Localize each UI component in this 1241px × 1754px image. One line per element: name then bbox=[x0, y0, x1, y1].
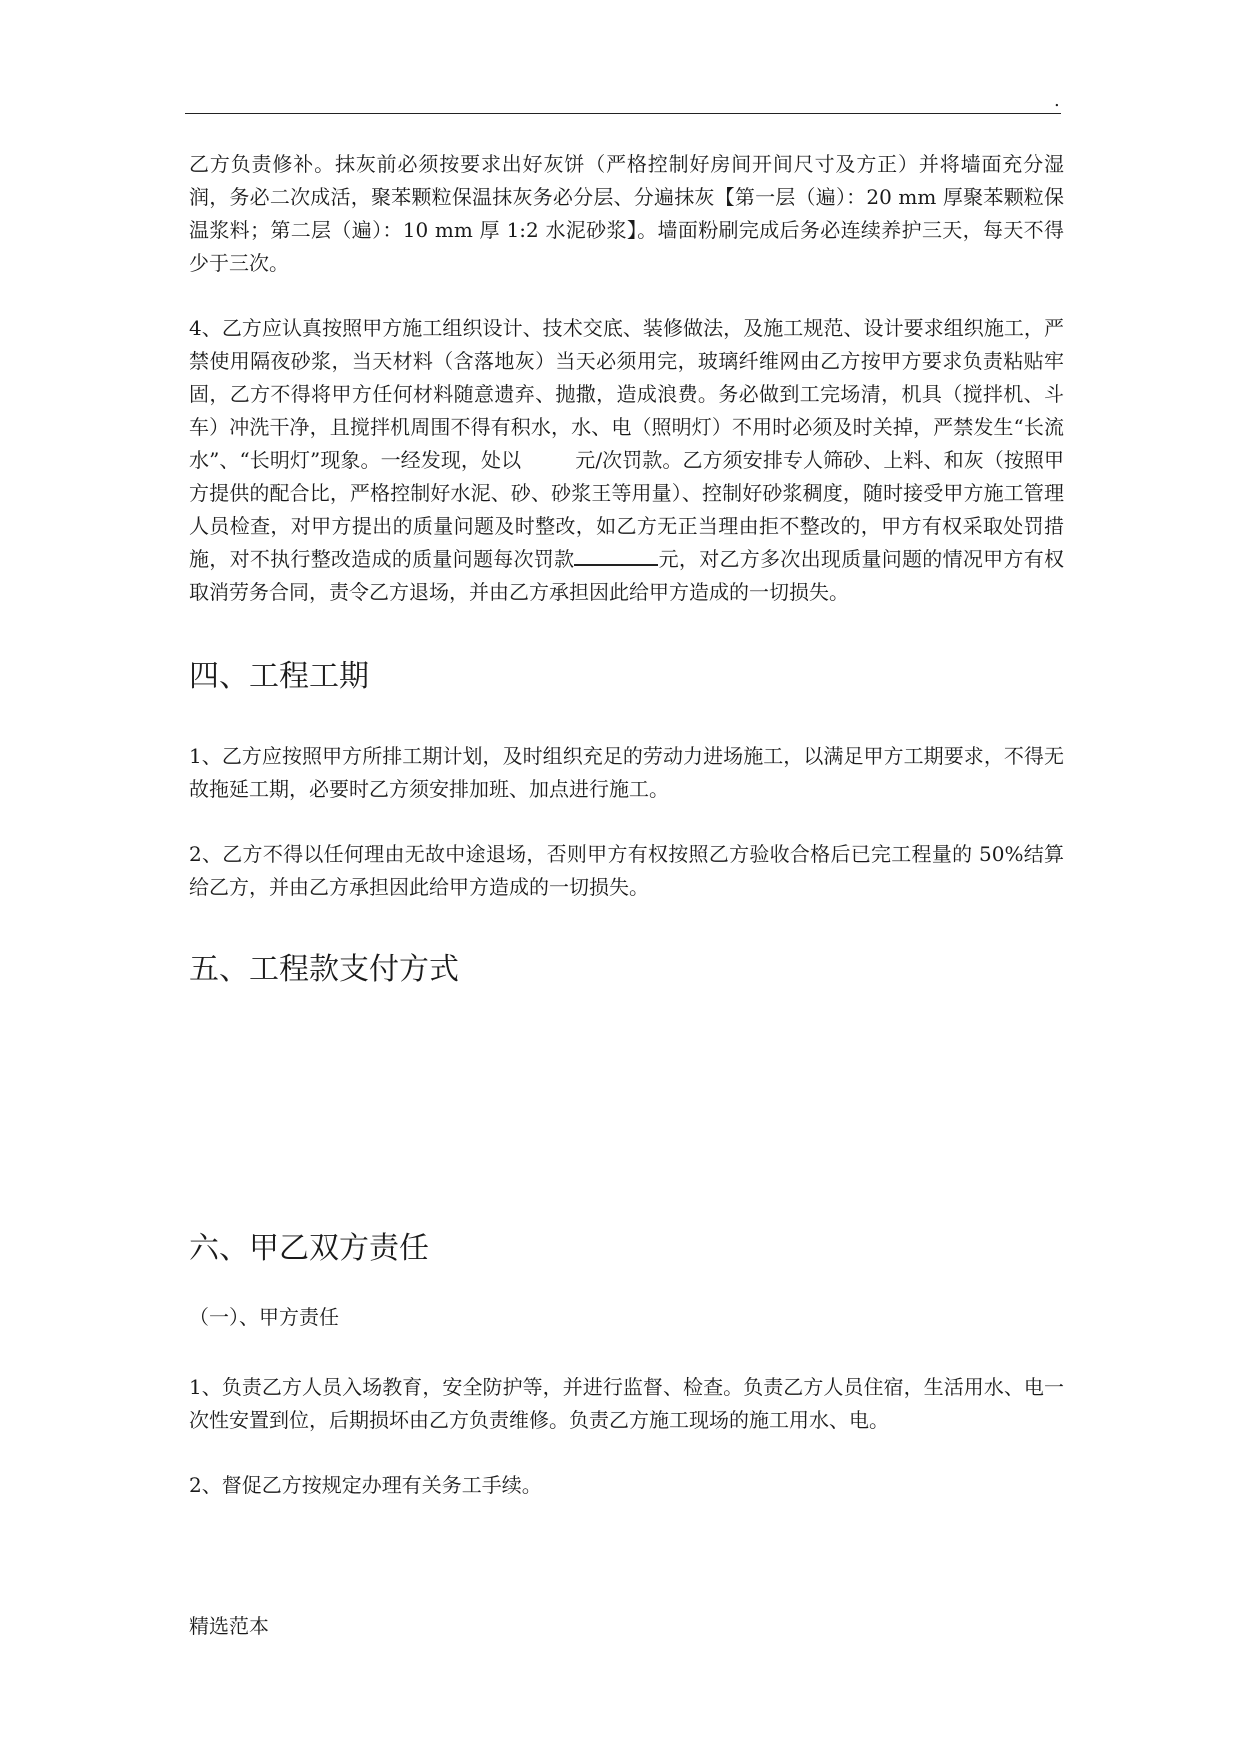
schedule-item-2: 2、乙方不得以任何理由无故中途退场，否则甲方有权按照乙方验收合格后已完工程量的 50%结算给乙方，并由乙方承担因此给甲方造成的一切损失。 bbox=[189, 842, 1064, 899]
schedule-item-1: 1、乙方应按照甲方所排工期计划，及时组织充足的劳动力进场施工，以满足甲方工期要求，不得无故拖延工期，必要时乙方须安排加班、加点进行施工。 bbox=[189, 744, 1064, 801]
party-a-item-1: 1、负责乙方人员入场教育，安全防护等，并进行监督、检查。负责乙方人员住宿，生活用水、电一次性安置到位，后期损坏由乙方负责维修。负责乙方施工现场的施工用水、电。 bbox=[189, 1375, 1064, 1432]
party-a-item-2: 2、督促乙方按规定办理有关务工手续。 bbox=[189, 1473, 542, 1497]
footer-text: 精选范本 bbox=[189, 1614, 269, 1638]
paragraph-plastering: 乙方负责修补。抹灰前必须按要求出好灰饼（严格控制好房间开间尺寸及方正）并将墙面充分湿润，务必二次成活，聚苯颗粒保温抹灰务必分层、分遍抹灰【第一层（遍）：20 mm 厚聚苯颗粒保温浆料；第二层（遍）：10 mm 厚 1:2 水泥砂浆】。墙面粉刷完成后务必连续养护三天，每天不得少于三次。 bbox=[189, 152, 1064, 275]
section-title-payment: 五、工程款支付方式 bbox=[189, 952, 459, 987]
fine-amount-blank bbox=[574, 563, 658, 566]
document-body bbox=[189, 148, 1064, 1502]
paragraph-item-4 bbox=[189, 312, 1064, 609]
paragraph-item-4-part-c: 元，对乙方多次出现质量问题的情况甲方有权取消劳务合同，责令乙方退场，并由乙方承担因此给甲方造成的一切损失。 bbox=[189, 547, 1065, 604]
section-title-responsibilities: 六、甲乙双方责任 bbox=[189, 1231, 429, 1266]
subsection-title-party-a: （一）、甲方责任 bbox=[189, 1305, 339, 1329]
section-title-schedule: 四、工程工期 bbox=[189, 659, 369, 694]
header-mark: . bbox=[1054, 90, 1060, 111]
header-rule bbox=[185, 113, 1061, 114]
paragraph-item-4-part-a: 4、乙方应认真按照甲方施工组织设计、技术交底、装修做法，及施工规范、设计要求组织施工，严禁使用隔夜砂浆，当天材料（含落地灰）当天必须用完，玻璃纤维网由乙方按甲方要求负责粘贴牢固，乙方不得将甲方任何材料随意遗弃、抛撒，造成浪费。务必做到工完场清，机具（搅拌机、斗车）冲洗干净，且搅拌机周围不得有积水，水、电（照明灯）不用时必须及时关掉，严禁发生“长流水”、“长明灯”现象。一经发现，处以 bbox=[189, 316, 1064, 472]
paragraph-item-4-part-b: 元/次罚款。乙方须安排专人筛砂、上料、和灰（按照甲方提供的配合比，严格控制好水泥、砂、砂浆王等用量）、控制好砂浆稠度，随时接受甲方施工管理人员检查，对甲方提出的质量问题及时整改，如乙方无正当理由拒不整改的，甲方有权采取处罚措施，对不执行整改造成的质量问题每次罚款 bbox=[189, 448, 1064, 571]
